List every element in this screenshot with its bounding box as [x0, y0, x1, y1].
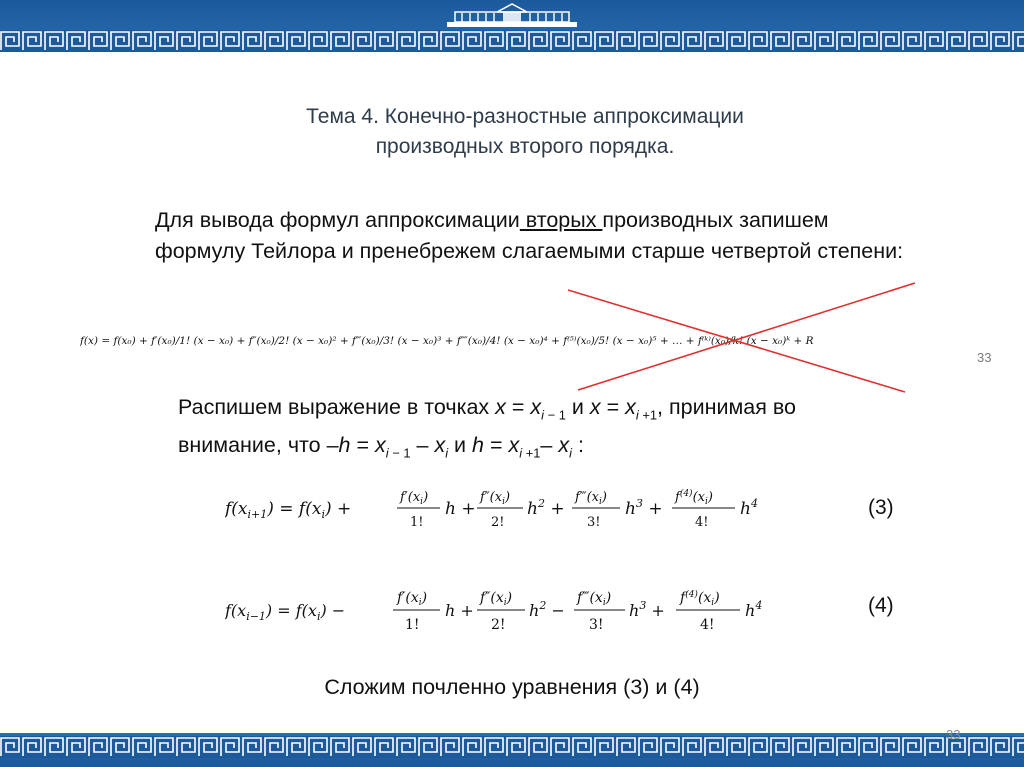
svg-text:f(xi+1) = f(xi) +: $f(x_{i+1}) = f(x_i)$ + — [225, 499, 352, 521]
page-number: 33 — [946, 727, 961, 742]
points-line2: внимание, что $-h = x_{i - 1} - x_i$ и $h = x_{i +1}-$ $x_i$ : — [178, 433, 584, 461]
greek-key-border-top — [0, 30, 1024, 52]
svg-text:2!: 2! — [491, 617, 506, 633]
intro-paragraph — [155, 205, 915, 267]
svg-text:f″(xi): $f''(x_i)$ — [480, 590, 513, 608]
svg-text:f‴(xi): $f‴(x_i)$ — [575, 490, 607, 507]
points-text-a: Распишем выражение в точках — [178, 395, 496, 419]
slide-title-line2: производных второго порядка. — [375, 135, 675, 158]
points-paragraph — [178, 392, 898, 469]
svg-text:3!: 3! — [589, 617, 604, 633]
building-emblem-icon — [437, 2, 587, 30]
slide-title-line1: Тема 4. Конечно-разностные аппроксимации — [306, 105, 744, 128]
svg-text:h +: h + — [445, 499, 476, 519]
svg-text:h3 +: $h^3$ + — [625, 497, 663, 519]
points-line1: Распишем выражение в точках $x = x_{i - 1}$ и $x = x_{i +1}$, принимая во — [178, 395, 796, 423]
svg-text:h3 +: $h^3$ + — [629, 599, 665, 620]
svg-text:1!: 1! — [410, 515, 424, 530]
svg-text:3!: 3! — [587, 515, 601, 530]
equation-3 — [225, 484, 785, 534]
equation-4 — [225, 585, 785, 635]
svg-text:f′(xi): $f'(x_i)$ — [400, 490, 429, 507]
points-text-b: , принимая во — [657, 395, 796, 419]
points-text-c: внимание, что — [178, 433, 327, 458]
svg-text:f′(xi): $f'(x_i)$ — [397, 590, 428, 608]
svg-text:h2 +: $h^2$ + — [527, 497, 565, 519]
svg-text:f‴(xi): $f‴(x_i)$ — [577, 590, 612, 608]
intro-text-a: Для вывода формул аппроксимации — [155, 208, 520, 232]
greek-key-border-bottom — [0, 736, 1024, 758]
svg-text:f(xi−1) = f(xi) −: $f(x_{i-1}) = f(x_i)$ − — [225, 601, 346, 623]
svg-text:f″(xi): $f''(x_i)$ — [480, 490, 511, 507]
intro-text-b: производных запишем формулу Тейлора и пренебрежем слагаемыми старше четвертой степени: — [155, 208, 904, 263]
svg-text:f(4)(xi): $f^{(4)}(x_i)$ — [680, 590, 720, 608]
sum-paragraph: Сложим почленно уравнения (3) и (4) — [324, 675, 700, 699]
svg-text:h +: h + — [445, 601, 474, 620]
svg-text:f(4)(xi): $f^{(4)}(x_i)$ — [675, 489, 713, 507]
svg-text:h4: $h^4$ — [740, 497, 758, 519]
svg-text:4!: 4! — [695, 515, 709, 530]
svg-text:1!: 1! — [405, 617, 420, 633]
intro-text-underlined: вторых — [519, 208, 603, 232]
svg-text:h2 −: $h^2$ − — [529, 599, 565, 620]
side-number: 33 — [977, 350, 992, 365]
equation-4-label: (4) — [868, 594, 894, 617]
strike-cross — [560, 280, 920, 395]
taylor-formula-text: f(x) = f(x₀) + f′(x₀)/1! (x − x₀) + f″(x₀)/2! (x − x₀)² + f‴(x₀)/3! (x − x₀)³ + f⁗(x₀)/4! (x − x₀)⁴ + f⁽⁵⁾(x₀)/5! (x − x₀)⁵ + … + f⁽ᵏ⁾(x₀)/k! (x − x₀)ᵏ + R — [80, 335, 814, 347]
svg-text:h4: $h^4$ — [745, 599, 763, 620]
svg-text:2!: 2! — [491, 515, 505, 530]
equation-3-label: (3) — [868, 496, 894, 519]
svg-text:4!: 4! — [700, 617, 715, 633]
